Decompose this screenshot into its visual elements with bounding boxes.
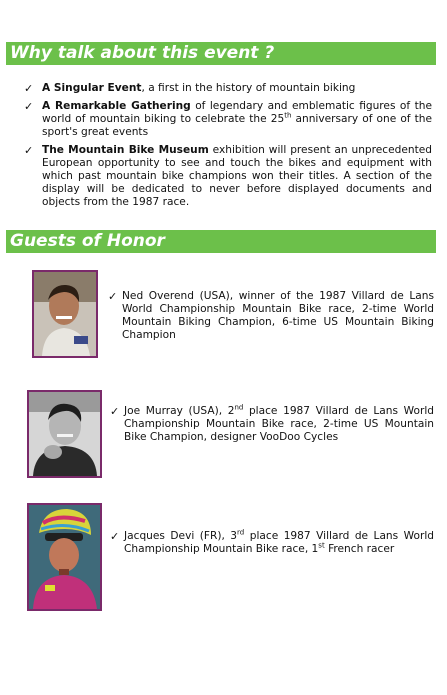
guest-text: Joe Murray (USA), 2 (124, 405, 235, 417)
item-heading: A Remarkable Gathering (42, 100, 191, 112)
check-icon: ✓ (110, 530, 120, 543)
section-title: Why talk about this event ? (10, 43, 275, 63)
check-icon: ✓ (24, 144, 34, 157)
item-heading: The Mountain Bike Museum (42, 144, 209, 156)
ordinal-suffix: st (318, 541, 325, 550)
guest-text: Ned Overend (USA), winner of the 1987 Villard de Lans World Championship Mountain Bike race, 2-time World Mountain Biking Champion, 6-time US Mountain Biking Champion (122, 290, 434, 341)
section-banner-guests (6, 230, 436, 253)
guest-text: place 1987 Villard de Lans World Championship Mountain Bike race, 1 (124, 530, 434, 555)
item-text: exhibition will present an unprecedented European opportunity to see and touch the bikes and equipment with which past mountain bike champions won their titles. A section of the display will be dedicated to never before displayed documents and objects from the 1987 race. (42, 144, 432, 208)
item-heading: A Singular Event (42, 82, 142, 94)
item-text: , a first in the history of mountain biking (141, 82, 356, 94)
guest-photo-jacques-devi (27, 503, 102, 611)
guest-description (110, 403, 434, 444)
item-text: anniversary of one of the sport's great events (42, 113, 433, 138)
list-item (24, 82, 432, 95)
guest-photo-ned-overend (32, 270, 98, 358)
portrait-illustration (34, 272, 96, 356)
list-item (24, 100, 432, 139)
guest-text: place 1987 Villard de Lans World Championship Mountain Bike race, 2-time US Mountain Bike Champion, designer VooDoo Cycles (124, 405, 434, 443)
ordinal-suffix: th (284, 111, 292, 120)
list-item (24, 144, 432, 209)
check-icon: ✓ (108, 290, 118, 303)
guest-description (108, 290, 434, 342)
check-icon: ✓ (24, 82, 34, 95)
portrait-illustration (29, 505, 100, 609)
ordinal-suffix: rd (237, 528, 245, 537)
item-text: of legendary and emblematic figures of the world of mountain biking to celebrate the 25 (42, 100, 432, 125)
guest-text: French racer (324, 543, 395, 555)
guest-photo-joe-murray (27, 390, 102, 478)
section-title: Guests of Honor (10, 231, 165, 251)
guest-text: Jacques Devi (FR), 3 (124, 530, 238, 542)
guest-description (110, 528, 434, 556)
reasons-list (24, 82, 432, 214)
ordinal-suffix: nd (234, 403, 244, 412)
check-icon: ✓ (24, 100, 34, 113)
section-banner-why (6, 42, 436, 65)
portrait-illustration (29, 392, 100, 476)
check-icon: ✓ (110, 405, 120, 418)
